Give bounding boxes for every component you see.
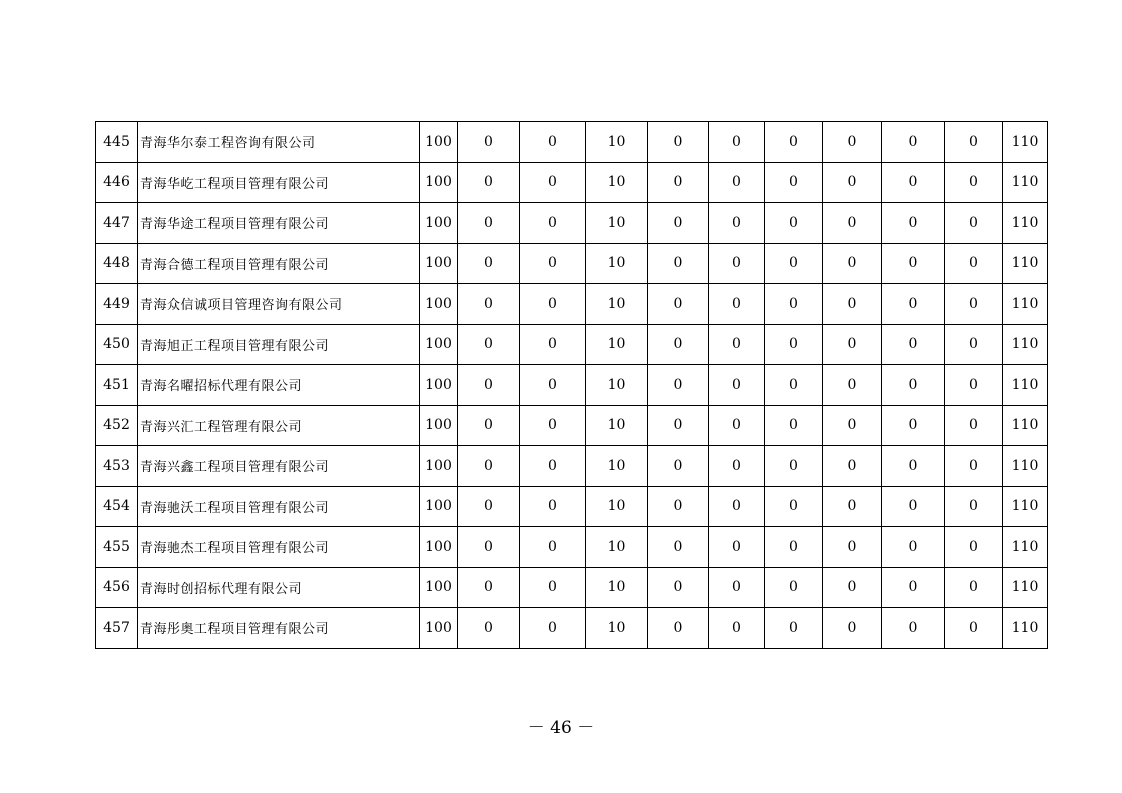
- score-cell: 10: [586, 446, 648, 487]
- score-cell: 0: [945, 446, 1003, 487]
- score-cell: 0: [709, 405, 765, 446]
- row-number-cell: 457: [96, 608, 138, 649]
- score-cell: 0: [520, 122, 586, 163]
- company-name-cell: 青海彤奥工程项目管理有限公司: [138, 608, 420, 649]
- score-cell: 0: [823, 284, 882, 325]
- company-name-cell: 青海众信诚项目管理咨询有限公司: [138, 284, 420, 325]
- score-cell: 0: [765, 324, 823, 365]
- score-cell: 0: [765, 527, 823, 568]
- score-cell: 100: [420, 365, 458, 406]
- score-cell: 0: [709, 324, 765, 365]
- score-cell: 0: [520, 608, 586, 649]
- score-cell: 0: [882, 203, 945, 244]
- score-cell: 10: [586, 162, 648, 203]
- score-cell: 0: [882, 284, 945, 325]
- score-cell: 10: [586, 122, 648, 163]
- score-cell: 0: [648, 284, 709, 325]
- score-cell: 100: [420, 162, 458, 203]
- score-cell: 0: [882, 567, 945, 608]
- company-name-cell: 青海合德工程项目管理有限公司: [138, 243, 420, 284]
- score-cell: 0: [823, 203, 882, 244]
- row-number-cell: 453: [96, 446, 138, 487]
- total-score-cell: 110: [1003, 284, 1048, 325]
- score-cell: 0: [458, 446, 520, 487]
- table-row: [96, 365, 1048, 406]
- score-cell: 0: [648, 365, 709, 406]
- score-cell: 100: [420, 567, 458, 608]
- score-cell: 10: [586, 567, 648, 608]
- score-cell: 0: [882, 122, 945, 163]
- total-score-cell: 110: [1003, 243, 1048, 284]
- total-score-cell: 110: [1003, 365, 1048, 406]
- score-cell: 0: [823, 486, 882, 527]
- company-name-cell: 青海名曜招标代理有限公司: [138, 365, 420, 406]
- score-cell: 0: [823, 446, 882, 487]
- score-cell: 0: [882, 365, 945, 406]
- score-cell: 0: [882, 324, 945, 365]
- score-cell: 0: [823, 324, 882, 365]
- row-number-cell: 446: [96, 162, 138, 203]
- score-cell: 0: [458, 284, 520, 325]
- score-cell: 0: [823, 365, 882, 406]
- table-row: [96, 486, 1048, 527]
- table-row: [96, 608, 1048, 649]
- score-cell: 0: [458, 203, 520, 244]
- score-cell: 0: [709, 608, 765, 649]
- score-cell: 0: [823, 527, 882, 568]
- score-cell: 100: [420, 446, 458, 487]
- table-row: [96, 527, 1048, 568]
- score-cell: 0: [945, 203, 1003, 244]
- score-cell: 0: [458, 608, 520, 649]
- row-number-cell: 448: [96, 243, 138, 284]
- score-cell: 0: [765, 243, 823, 284]
- score-cell: 0: [520, 243, 586, 284]
- score-cell: 0: [648, 527, 709, 568]
- row-number-cell: 456: [96, 567, 138, 608]
- score-cell: 0: [882, 527, 945, 568]
- score-cell: 0: [945, 567, 1003, 608]
- score-cell: 0: [765, 446, 823, 487]
- total-score-cell: 110: [1003, 486, 1048, 527]
- score-cell: 0: [823, 162, 882, 203]
- score-cell: 0: [945, 162, 1003, 203]
- score-cell: 0: [945, 324, 1003, 365]
- row-number-cell: 454: [96, 486, 138, 527]
- score-cell: 0: [882, 243, 945, 284]
- score-cell: 0: [520, 527, 586, 568]
- row-number-cell: 451: [96, 365, 138, 406]
- score-cell: 0: [648, 243, 709, 284]
- score-cell: 0: [945, 405, 1003, 446]
- row-number-cell: 447: [96, 203, 138, 244]
- total-score-cell: 110: [1003, 446, 1048, 487]
- score-cell: 100: [420, 527, 458, 568]
- score-cell: 0: [648, 608, 709, 649]
- score-cell: 100: [420, 284, 458, 325]
- score-cell: 0: [648, 203, 709, 244]
- score-cell: 0: [709, 446, 765, 487]
- total-score-cell: 110: [1003, 405, 1048, 446]
- score-cell: 0: [882, 446, 945, 487]
- total-score-cell: 110: [1003, 122, 1048, 163]
- company-name-cell: 青海华尔泰工程咨询有限公司: [138, 122, 420, 163]
- score-cell: 0: [765, 608, 823, 649]
- score-cell: 10: [586, 243, 648, 284]
- score-cell: 0: [882, 486, 945, 527]
- score-cell: 0: [648, 486, 709, 527]
- row-number-cell: 452: [96, 405, 138, 446]
- score-cell: 0: [945, 486, 1003, 527]
- score-cell: 100: [420, 405, 458, 446]
- score-cell: 0: [823, 405, 882, 446]
- score-cell: 0: [765, 284, 823, 325]
- total-score-cell: 110: [1003, 608, 1048, 649]
- total-score-cell: 110: [1003, 567, 1048, 608]
- score-cell: 10: [586, 365, 648, 406]
- score-cell: 0: [709, 365, 765, 406]
- score-cell: 0: [765, 567, 823, 608]
- score-cell: 0: [458, 486, 520, 527]
- score-cell: 100: [420, 203, 458, 244]
- score-cell: 0: [945, 243, 1003, 284]
- score-cell: 0: [458, 405, 520, 446]
- score-cell: 10: [586, 324, 648, 365]
- score-cell: 100: [420, 243, 458, 284]
- score-table: [95, 121, 1048, 649]
- score-cell: 0: [648, 567, 709, 608]
- score-cell: 10: [586, 284, 648, 325]
- score-cell: 100: [420, 486, 458, 527]
- score-cell: 0: [648, 405, 709, 446]
- score-cell: 0: [823, 608, 882, 649]
- page-number: － 46 －: [527, 718, 595, 738]
- score-cell: 0: [520, 567, 586, 608]
- company-name-cell: 青海兴汇工程管理有限公司: [138, 405, 420, 446]
- score-cell: 0: [945, 365, 1003, 406]
- score-cell: 0: [823, 567, 882, 608]
- table-row: [96, 162, 1048, 203]
- score-cell: 0: [709, 486, 765, 527]
- company-name-cell: 青海旭正工程项目管理有限公司: [138, 324, 420, 365]
- company-name-cell: 青海驰沃工程项目管理有限公司: [138, 486, 420, 527]
- total-score-cell: 110: [1003, 162, 1048, 203]
- score-cell: 0: [520, 365, 586, 406]
- score-cell: 0: [945, 608, 1003, 649]
- score-cell: 10: [586, 203, 648, 244]
- score-cell: 0: [882, 162, 945, 203]
- score-cell: 0: [823, 122, 882, 163]
- score-cell: 0: [882, 608, 945, 649]
- total-score-cell: 110: [1003, 527, 1048, 568]
- table-row: [96, 567, 1048, 608]
- score-cell: 0: [520, 486, 586, 527]
- score-cell: 0: [520, 162, 586, 203]
- score-cell: 0: [458, 567, 520, 608]
- score-cell: 0: [765, 203, 823, 244]
- table-row: [96, 243, 1048, 284]
- score-cell: 0: [823, 243, 882, 284]
- table-row: [96, 446, 1048, 487]
- score-cell: 0: [520, 324, 586, 365]
- score-cell: 0: [648, 446, 709, 487]
- score-cell: 0: [709, 527, 765, 568]
- row-number-cell: 455: [96, 527, 138, 568]
- total-score-cell: 110: [1003, 324, 1048, 365]
- score-cell: 0: [458, 324, 520, 365]
- table-body: [96, 122, 1048, 649]
- score-cell: 0: [709, 203, 765, 244]
- score-cell: 0: [709, 567, 765, 608]
- company-name-cell: 青海驰杰工程项目管理有限公司: [138, 527, 420, 568]
- table-row: [96, 405, 1048, 446]
- score-cell: 0: [709, 284, 765, 325]
- score-cell: 0: [458, 243, 520, 284]
- score-cell: 0: [520, 203, 586, 244]
- score-cell: 10: [586, 486, 648, 527]
- row-number-cell: 450: [96, 324, 138, 365]
- score-cell: 0: [458, 162, 520, 203]
- score-cell: 0: [458, 365, 520, 406]
- score-cell: 0: [945, 122, 1003, 163]
- score-cell: 0: [458, 527, 520, 568]
- table-row: [96, 122, 1048, 163]
- score-cell: 0: [648, 122, 709, 163]
- score-cell: 0: [765, 365, 823, 406]
- score-cell: 0: [648, 324, 709, 365]
- score-cell: 0: [945, 284, 1003, 325]
- company-name-cell: 青海华屹工程项目管理有限公司: [138, 162, 420, 203]
- score-cell: 0: [709, 122, 765, 163]
- company-name-cell: 青海兴鑫工程项目管理有限公司: [138, 446, 420, 487]
- company-name-cell: 青海时创招标代理有限公司: [138, 567, 420, 608]
- score-cell: 0: [648, 162, 709, 203]
- score-cell: 0: [520, 405, 586, 446]
- table-row: [96, 203, 1048, 244]
- score-cell: 0: [709, 243, 765, 284]
- score-cell: 0: [765, 122, 823, 163]
- total-score-cell: 110: [1003, 203, 1048, 244]
- score-cell: 0: [520, 446, 586, 487]
- score-cell: 0: [945, 527, 1003, 568]
- score-cell: 0: [765, 162, 823, 203]
- row-number-cell: 445: [96, 122, 138, 163]
- score-cell: 0: [709, 162, 765, 203]
- score-cell: 100: [420, 122, 458, 163]
- score-cell: 10: [586, 608, 648, 649]
- score-cell: 100: [420, 608, 458, 649]
- score-cell: 0: [882, 405, 945, 446]
- table-row: [96, 324, 1048, 365]
- score-cell: 100: [420, 324, 458, 365]
- score-cell: 10: [586, 527, 648, 568]
- row-number-cell: 449: [96, 284, 138, 325]
- score-cell: 0: [458, 122, 520, 163]
- score-cell: 10: [586, 405, 648, 446]
- table-row: [96, 284, 1048, 325]
- score-cell: 0: [765, 405, 823, 446]
- company-name-cell: 青海华途工程项目管理有限公司: [138, 203, 420, 244]
- score-cell: 0: [520, 284, 586, 325]
- score-cell: 0: [765, 486, 823, 527]
